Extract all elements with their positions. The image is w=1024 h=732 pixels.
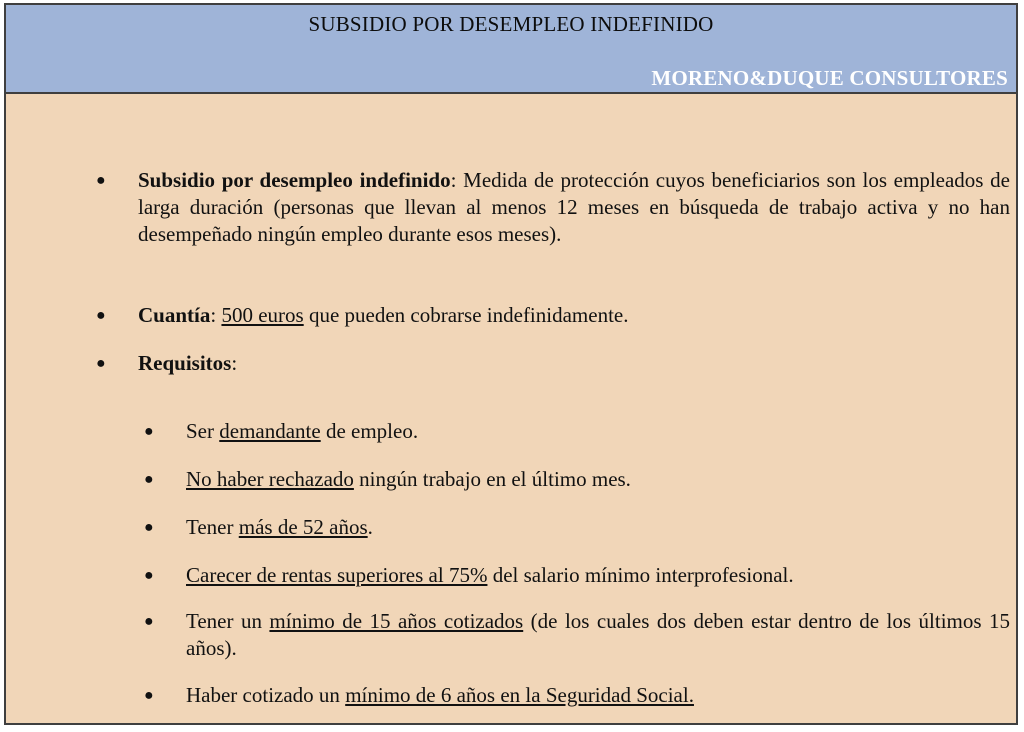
item-text: que pueden cobrarse indefinidamente. [303, 303, 629, 327]
list-item [138, 167, 1010, 248]
req-pre: Tener un [186, 609, 270, 633]
req-post: del salario mínimo interprofesional. [487, 563, 794, 587]
bullet-icon: ● [96, 307, 106, 324]
req-underlined: Carecer de rentas superiores al 75% [186, 563, 488, 587]
item-text: Medida de protección cuyos beneficiarios son los empleados de larga duración (personas que llevan al menos 12 meses en búsqueda de trabajo activa y no han desempeñado ningún empleo durante esos meses). [138, 168, 1010, 246]
sub-list-item [186, 562, 1010, 589]
req-underlined: demandante [219, 419, 321, 443]
page-title: SUBSIDIO POR DESEMPLEO INDEFINIDO [308, 12, 714, 36]
item-colon: : [450, 168, 457, 192]
bullet-icon: ● [144, 471, 154, 488]
info-card [4, 3, 1018, 725]
bullet-icon: ● [144, 613, 154, 630]
req-post: ningún trabajo en el último mes. [353, 467, 631, 491]
req-post: (de los cuales dos deben estar dentro de los últimos 15 años). [186, 609, 1010, 660]
bullet-icon: ● [96, 172, 106, 189]
req-pre: Ser [186, 419, 220, 443]
item-amount: 500 euros [221, 303, 304, 327]
req-pre: Haber cotizado un [186, 683, 346, 707]
sub-list-item [186, 418, 1010, 445]
req-post: . [367, 515, 373, 539]
item-colon: : [231, 351, 238, 375]
item-colon: : [210, 303, 222, 327]
sub-list-item [186, 466, 1010, 493]
bullet-icon: ● [144, 519, 154, 536]
bullet-icon: ● [96, 355, 106, 372]
card-header [6, 5, 1016, 94]
list-item [138, 350, 1010, 377]
bullet-icon: ● [144, 567, 154, 584]
bullet-icon: ● [144, 423, 154, 440]
item-term: Cuantía [138, 303, 211, 327]
list-item [138, 302, 1010, 329]
req-underlined: mínimo de 6 años en la Seguridad Social. [345, 683, 694, 707]
req-post: de empleo. [320, 419, 419, 443]
card-body [6, 94, 1016, 723]
sub-list-item [186, 514, 1010, 541]
item-term: Requisitos [138, 351, 232, 375]
firm-name: MORENO&DUQUE CONSULTORES [651, 66, 1008, 90]
req-pre: Tener [186, 515, 239, 539]
sub-list-item [186, 682, 1010, 709]
item-term: Subsidio por desempleo indefinido [138, 168, 451, 192]
req-underlined: No haber rechazado [186, 467, 354, 491]
req-underlined: más de 52 años [238, 515, 368, 539]
sub-list-item [186, 608, 1010, 662]
req-underlined: mínimo de 15 años cotizados [269, 609, 524, 633]
bullet-icon: ● [144, 687, 154, 704]
